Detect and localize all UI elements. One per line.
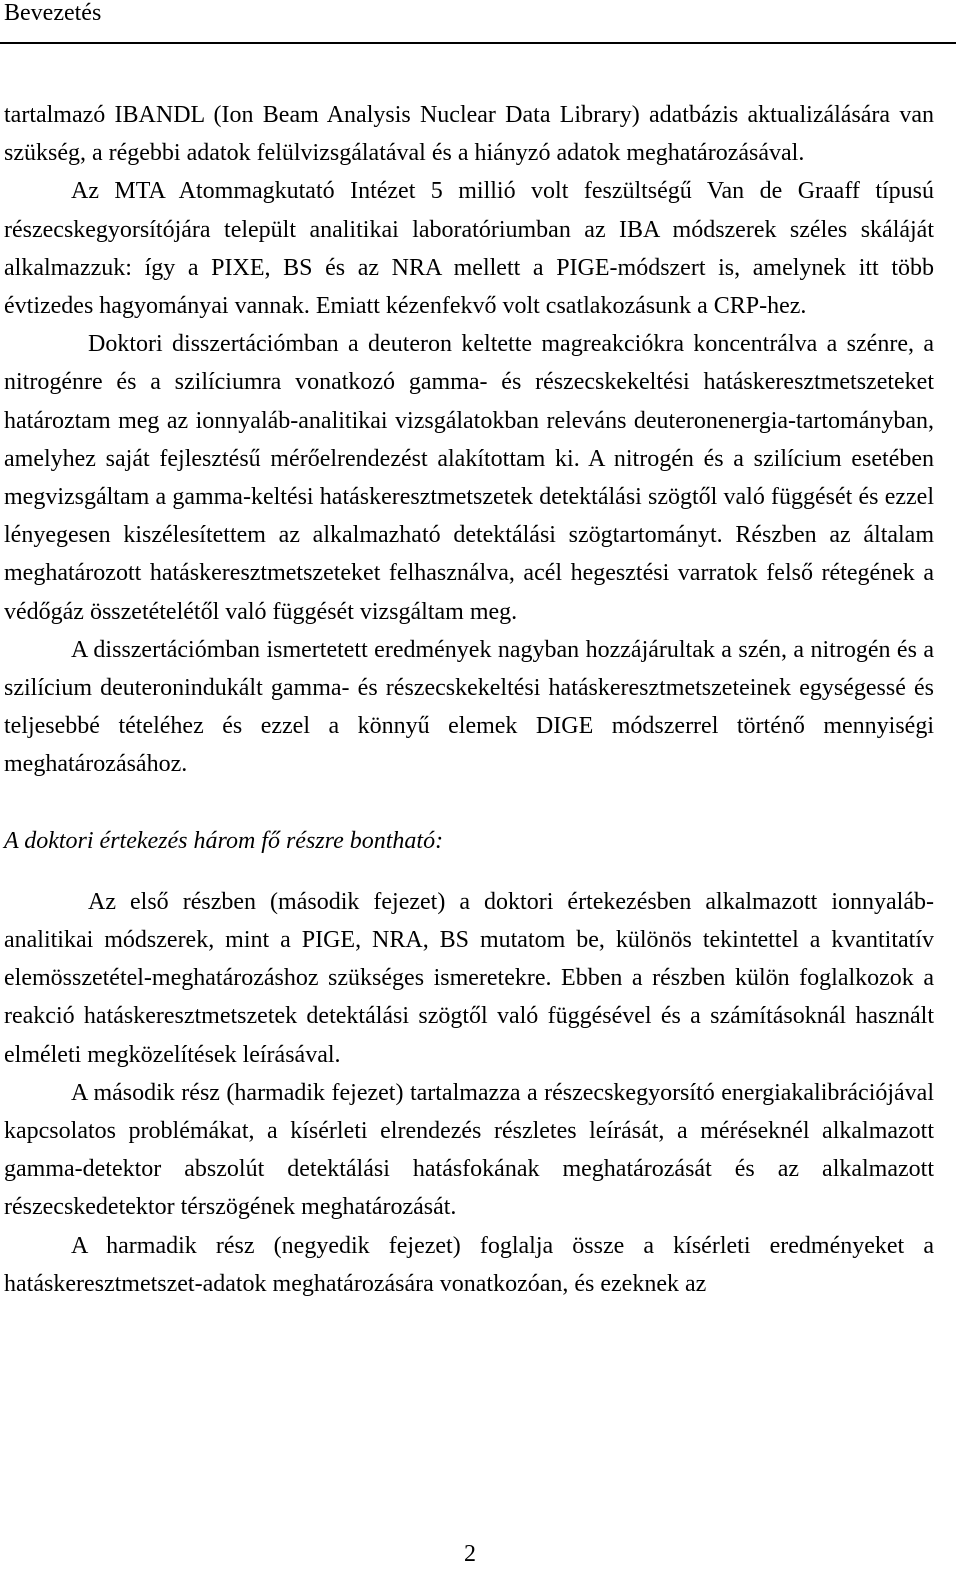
paragraph: tartalmazó IBANDL (Ion Beam Analysis Nuclear Data Library) adatbázis aktualizálására van szükség, a régebbi adatok felülvizsgálatával és a hiányzó adatok meghatározásával.	[4, 102, 934, 167]
page-number: 2	[464, 1541, 476, 1567]
header-rule	[0, 42, 956, 44]
page-body	[4, 96, 934, 1303]
section-heading: A doktori értekezés három fő részre bontható:	[4, 827, 444, 854]
paragraph: A disszertációmban ismertetett eredmények nagyban hozzájárultak a szén, a nitrogén és a szilícium deuteronindukált gamma- és részecskekeltési hatáskeresztmetszeteinek egységessé és teljesebbé tételéhez és ezzel a könnyű elemek DIGE módszerrel történő mennyiségi meghatározásához.	[4, 636, 934, 778]
paragraph: A második rész (harmadik fejezet) tartalmazza a részecskegyorsító energiakalibrációjával kapcsolatos problémákat, a kísérleti elrendezés részletes leírását, a méréseknél alkalmazott gamma-detektor abszolút detektálási hatásfokának meghatározását és az alkalmazott részecskedetektor térszögének meghatározását.	[4, 1079, 934, 1221]
paragraph: Az MTA Atommagkutató Intézet 5 millió volt feszültségű Van de Graaff típusú részecskegyorsítójára települt analitikai laboratóriumban az IBA módszerek széles skáláját alkalmazzuk: így a PIXE, BS és az NRA mellett a PIGE-módszert is, amelynek itt több évtizedes hagyományai vannak. Emiatt kézenfekvő volt csatlakozásunk a CRP-hez.	[4, 178, 934, 320]
paragraph: Doktori disszertációmban a deuteron keltette magreakciókra koncentrálva a szénre, a nitrogénre és a szilíciumra vonatkozó gamma- és részecskekeltési hatáskeresztmetszeteket határoztam meg az ionnyaláb-analitikai vizsgálatokban releváns deuteronenergia-tartományban, amelyhez saját fejlesztésű mérőelrendezést alakítottam ki. A nitrogén és a szilícium esetében megvizsgáltam a gamma-keltési hatáskeresztmetszetek detektálási szögtől való függését és ezzel lényegesen kiszélesítettem az alkalmazható detektálási szögtartományt. Részben az általam meghatározott hatáskeresztmetszeteket felhasználva, acél hegesztési varratok felső rétegének a védőgáz összetételétől való függését vizsgáltam meg.	[4, 331, 934, 625]
paragraph: Az első részben (második fejezet) a doktori értekezésben alkalmazott ionnyaláb-analitikai módszerek, mint a PIGE, NRA, BS mutatom be, különös tekintettel a kvantitatív elemösszetétel-meghatározáshoz szükséges ismeretekre. Ebben a részben külön foglalkozok a reakció hatáskeresztmetszetek detektálási szögtől való függésével és a számításoknál használt elméleti megközelítések leírásával.	[4, 888, 934, 1068]
paragraph: A harmadik rész (negyedik fejezet) foglalja össze a kísérleti eredményeket a hatáskeresztmetszet-adatok meghatározására vonatkozóan, és ezeknek az	[4, 1232, 934, 1297]
running-header: Bevezetés	[4, 0, 102, 26]
